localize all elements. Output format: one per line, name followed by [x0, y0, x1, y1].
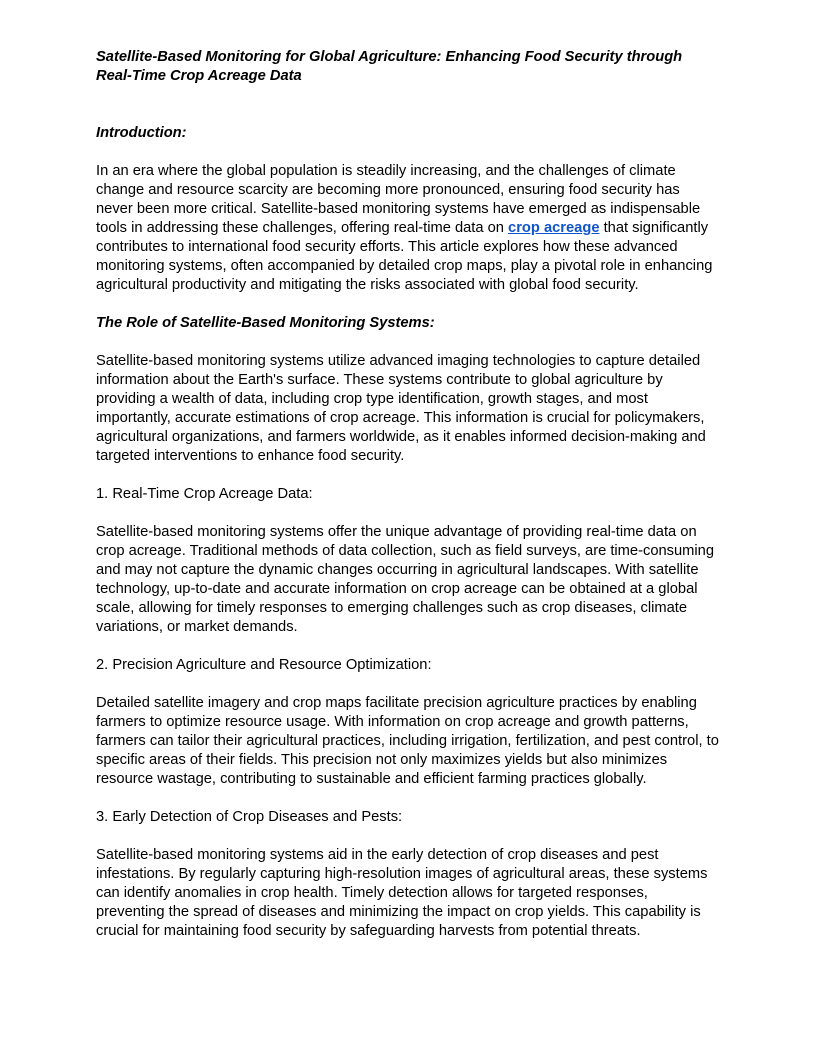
role-section-heading: The Role of Satellite-Based Monitoring Systems:: [96, 315, 435, 331]
document-title: Satellite-Based Monitoring for Global Agriculture: Enhancing Food Security through Real-Time Crop Acreage Data: [96, 49, 683, 84]
intro-heading: Introduction:: [96, 125, 187, 141]
item2-heading: 2. Precision Agriculture and Resource Optimization:: [96, 657, 432, 673]
item1-paragraph: Satellite-based monitoring systems offer the unique advantage of providing real-time data on crop acreage. Traditional methods of data collection, such as field surveys, are time-consuming and may not capture the dynamic changes occurring in agricultural landscapes. With satellite technology, up-to-date and accurate information on crop acreage can be obtained at a global scale, allowing for timely responses to emerging challenges such as crop diseases, climate variations, or market demands.: [96, 524, 715, 635]
item3-paragraph: Satellite-based monitoring systems aid in the early detection of crop diseases and pest infestations. By regularly capturing high-resolution images of agricultural areas, these systems can identify anomalies in crop health. Timely detection allows for targeted responses, preventing the spread of diseases and minimizing the impact on crop yields. This capability is crucial for maintaining food security by safeguarding harvests from potential threats.: [96, 847, 708, 939]
role-section-paragraph: Satellite-based monitoring systems utilize advanced imaging technologies to capture detailed information about the Earth's surface. These systems contribute to global agriculture by providing a wealth of data, including crop type identification, growth stages, and most importantly, accurate estimations of crop acreage. This information is crucial for policymakers, agricultural organizations, and farmers worldwide, as it enables informed decision-making and targeted interventions to enhance food security.: [96, 353, 706, 464]
item2-paragraph: Detailed satellite imagery and crop maps facilitate precision agriculture practices by enabling farmers to optimize resource usage. With information on crop acreage and growth patterns, farmers can tailor their agricultural practices, including irrigation, fertilization, and pest control, to specific areas of their fields. This precision not only maximizes yields but also minimizes resource wastage, contributing to sustainable and efficient farming practices globally.: [96, 695, 719, 787]
intro-text-before-link: In an era where the global population is steadily increasing, and the challenges of climate change and resource scarcity are becoming more pronounced, ensuring food security has never been more critical. Satellite-based monitoring systems have emerged as indispensable tools in addressing these challenges, offering real-time data on: [96, 163, 701, 236]
intro-text-after-link: that significantly contributes to international food security efforts. This article explores how these advanced monitoring systems, often accompanied by detailed crop maps, play a pivotal role in enhancing agricultural productivity and mitigating the risks associated with global food security.: [96, 220, 713, 293]
intro-paragraph: [96, 162, 720, 295]
item1-heading: 1. Real-Time Crop Acreage Data:: [96, 486, 313, 502]
item3-heading: 3. Early Detection of Crop Diseases and Pests:: [96, 809, 403, 825]
crop-acreage-link[interactable]: crop acreage: [508, 220, 600, 236]
